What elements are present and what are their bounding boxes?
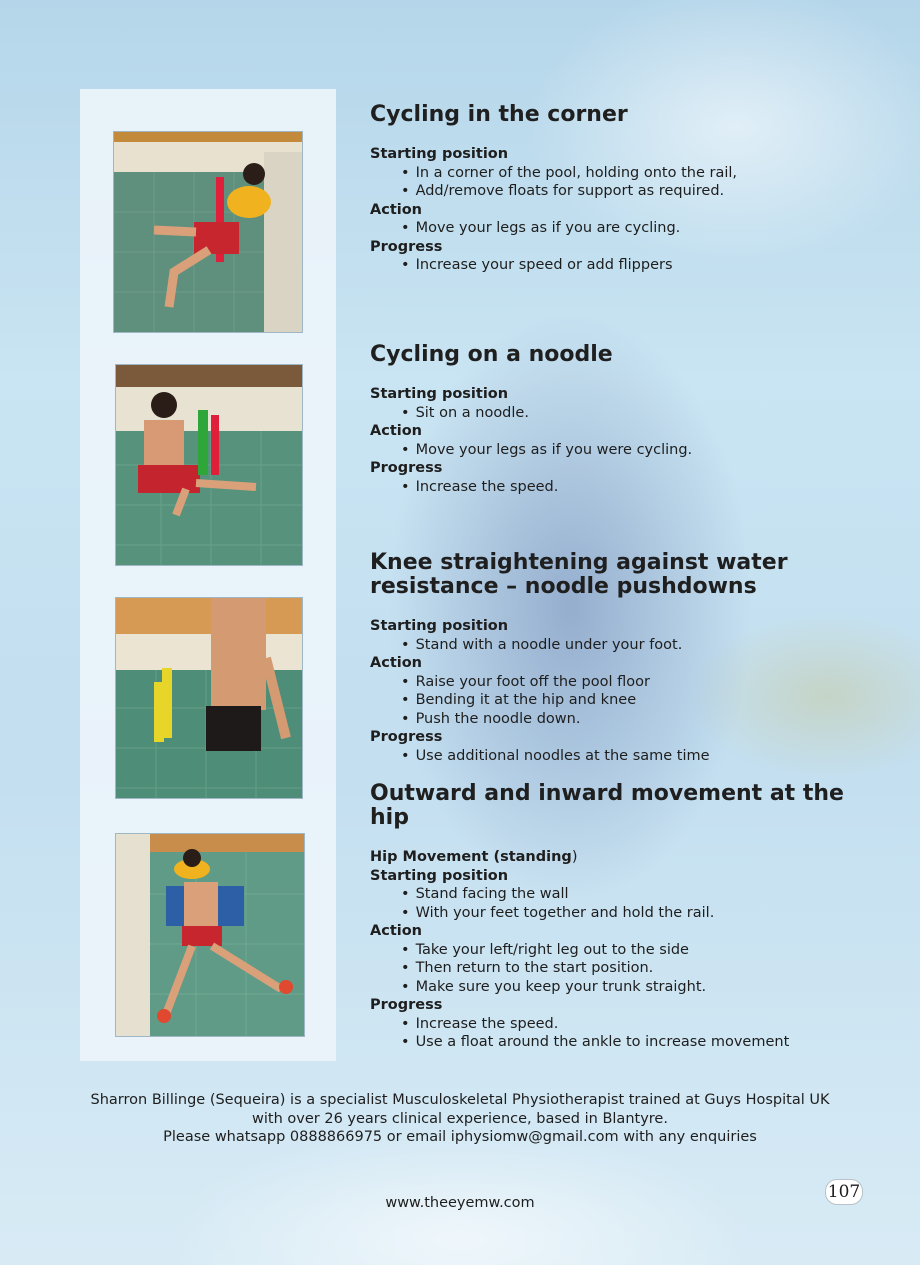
bullet-item: • Make sure you keep your trunk straight. — [370, 978, 850, 997]
block-label: Starting position — [370, 386, 509, 402]
block-label: Action — [370, 201, 423, 218]
footer-line-3: Please whatsapp 0888866975 or email iphysiomw@gmail.com with any enquiries — [163, 1129, 757, 1145]
photo-cycling-on-noodle — [115, 364, 303, 566]
bullet-item: • Take your left/right leg out to the side — [370, 941, 850, 960]
bullet-item: • Push the noodle down. — [370, 710, 850, 729]
bullet-item: • Increase your speed or add flippers — [370, 256, 850, 275]
bullet-item: • Increase the speed. — [370, 478, 850, 497]
section-cycling-on-noodle — [370, 343, 850, 496]
block-label: Progress — [370, 460, 443, 476]
bullet-item: • Increase the speed. — [370, 1015, 850, 1034]
block-label: Progress — [370, 997, 443, 1013]
block-label: Starting position — [370, 618, 509, 634]
bullet-item: • Move your legs as if you are cycling. — [370, 219, 850, 238]
subtitle-bold: Hip Movement (standing — [370, 849, 572, 865]
bullet-item: • Move your legs as if you were cycling. — [370, 441, 850, 460]
section-hip-movement — [370, 782, 850, 1052]
bullet-item: • Sit on a noodle. — [370, 404, 850, 423]
block-label: Progress — [370, 238, 443, 255]
section-noodle-pushdowns — [370, 551, 850, 765]
website-link[interactable]: www.theeyemw.com — [385, 1195, 535, 1211]
bullet-item: • Add/remove floats for support as required. — [370, 182, 850, 201]
author-footer — [0, 1091, 920, 1147]
page-number: 107 — [825, 1179, 863, 1205]
bullet-item: • In a corner of the pool, holding onto the rail, — [370, 164, 850, 183]
block-label: Action — [370, 923, 423, 939]
footer-line-2: with over 26 years clinical experience, based in Blantyre. — [252, 1110, 668, 1127]
section-title: Cycling in the corner — [370, 102, 628, 127]
bullet-item: • Stand facing the wall — [370, 885, 850, 904]
bullet-item: • Bending it at the hip and knee — [370, 691, 850, 710]
footer-line-1: Sharron Billinge (Sequeira) is a specialist Musculoskeletal Physiotherapist trained at Guys Hospital UK — [90, 1092, 830, 1108]
subtitle-tail: ) — [571, 849, 578, 865]
bullet-item: • Stand with a noodle under your foot. — [370, 636, 850, 655]
section-title: Cycling on a noodle — [370, 342, 613, 367]
bullet-item: • Raise your foot off the pool floor — [370, 673, 850, 692]
block-label: Starting position — [370, 867, 509, 884]
bullet-item: • Then return to the start position. — [370, 959, 850, 978]
bullet-item: • Use a float around the ankle to increase movement — [370, 1033, 850, 1052]
bullet-item: • Use additional noodles at the same time — [370, 747, 850, 766]
section-title: Outward and inward movement at the hip — [370, 781, 844, 830]
photo-cycling-in-corner — [113, 131, 303, 333]
block-label: Starting position — [370, 146, 509, 162]
subtitle — [370, 848, 850, 867]
photo-noodle-pushdowns — [115, 597, 303, 799]
photo-hip-movement — [115, 833, 305, 1037]
bullet-item: • With your feet together and hold the rail. — [370, 904, 850, 923]
section-cycling-in-corner — [370, 103, 850, 275]
section-title: Knee straightening against water resistance – noodle pushdowns — [370, 550, 788, 599]
block-label: Action — [370, 655, 423, 671]
block-label: Action — [370, 423, 423, 439]
block-label: Progress — [370, 729, 443, 745]
